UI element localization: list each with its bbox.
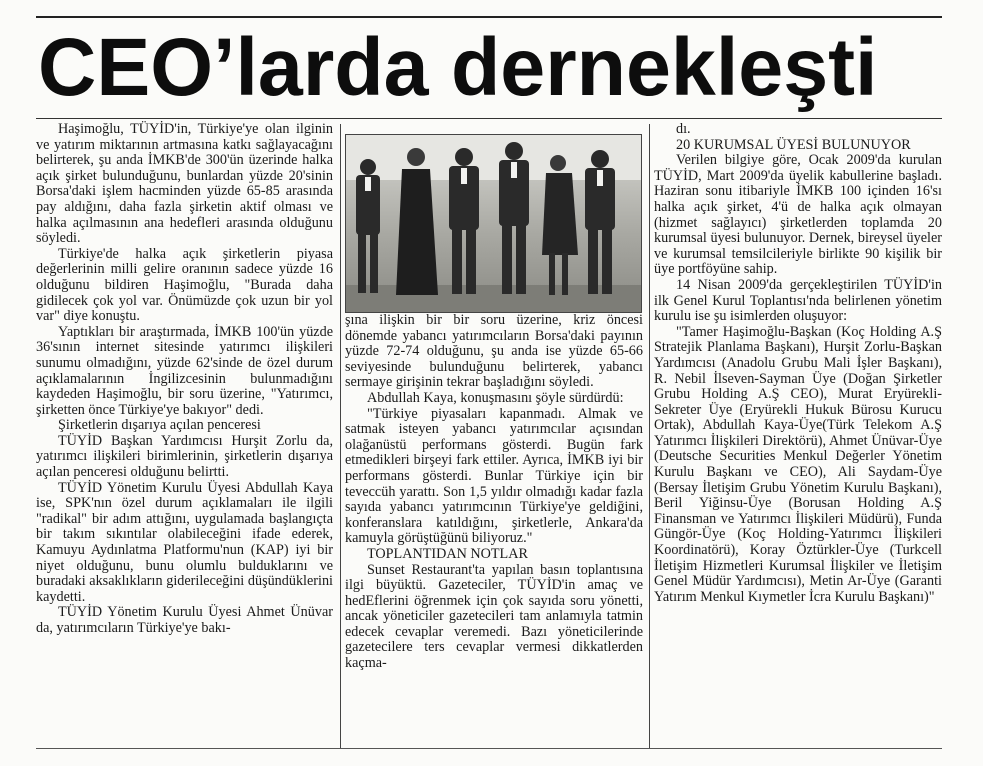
- article-column-1: [36, 122, 333, 637]
- top-rule: [36, 16, 942, 18]
- paragraph: Sunset Restaurant'ta yapılan basın toplantısına ilgi büyüktü. Gazeteciler, TÜYİD'in amaç ve hedEflerini öğrenmek için çok sayıda soru yönetti, ancak yöneticiler gazetecileri tam anlamıyla tatmin edecek cevaplar veremedi. Bazı yöneticilerinde gazetecilere ters cevaplar vermesi dikkatlerden kaçma-: [345, 561, 643, 672]
- column-divider: [340, 124, 341, 748]
- paragraph: TÜYİD Yönetim Kurulu Üyesi Abdullah Kaya ise, SPK'nın özel durum açıklamaları ile ilgili "radikal" bir adım attığını, uygulamada başlangıçta bir takım sıkıntılar olabileceğini ifade ederek, Kamuyu Aydınlatma Platformu'nun (KAP) iyi bir niyet olduğunu, bunu olumlu bulduklarını ve buradaki aksaklıkların giderileceğini düşündüklerini kaydetti.: [36, 479, 333, 605]
- paragraph: şına ilişkin bir bir soru üzerine, kriz öncesi dönemde yabancı yatırımcıların Borsa'daki payının yüzde 72-74 olduğunu, şu anda ise yüzde 65-66 seviyesinde bulunduğunu belirterek, yabancı sermaye girişinin tekrar başladığını söyledi.: [345, 312, 643, 391]
- bottom-rule: [36, 748, 942, 749]
- paragraph: TÜYİD Başkan Yardımcısı Hurşit Zorlu da, yatırımcı ilişkileri birimlerinin, şirketlerin dışarıya açılan penceresi olduğunu belirtti.: [36, 432, 333, 481]
- paragraph: Türkiye'de halka açık şirketlerin piyasa değerlerinin milli gelire oranının sadece yüzde 16 olduğunu bildiren Haşimoğlu, "Burada daha gidilecek çok yol var. Önümüzde çok uzun bir yol var" diye konuştu.: [36, 245, 333, 325]
- paragraph: Haşimoğlu, TÜYİD'in, Türkiye'ye olan ilginin ve yatırım miktarının artmasına katkı sağlayacağını belirterek, şu anda İMKB'de 300'ün üzerinde halka açık şirket bulunduğunu, bunlardan yüzde 20'sinin Borsa'daki işlem hacminden yüzde 65-85 arasında pay aldığını, daha fazla şirketin aktif olması ve halka açılmasının ana hedefleri arasında olduğunu söyledi.: [36, 121, 333, 247]
- paragraph: TÜYİD Yönetim Kurulu Üyesi Ahmet Ünüvar da, yatırımcıların Türkiye'ye bakı-: [36, 604, 333, 636]
- headline: CEO’larda dernekleşti: [38, 22, 878, 113]
- paragraph: Abdullah Kaya, konuşmasını şöyle sürdürdü:: [367, 389, 624, 406]
- paragraph: Verilen bilgiye göre, Ocak 2009'da kurulan TÜYİD, Mart 2009'da üyelik kabullerine başladı. Haziran sonu itibariyle İMKB 100 içinden 16'sı halka açık şirket, 4'ü de halka açık olmayan (hizmet sağlayıcı) şirketlerden toplamda 20 kurumsal üyesi bulunuyor. Dernek, bireysel üyeler ve kurumsal temsilcileriyle birlikte 90 kişilik bir üye portföyüne sahip.: [654, 152, 942, 278]
- subheading: 20 KURUMSAL ÜYESİ BULUNUYOR: [676, 136, 911, 153]
- article-column-2: [345, 313, 643, 672]
- article-column-3: [654, 122, 942, 605]
- paragraph: dı.: [676, 121, 691, 137]
- column-divider: [649, 124, 650, 748]
- group-photo: [345, 134, 642, 313]
- board-list-paragraph: "Tamer Haşimoğlu-Başkan (Koç Holding A.Ş Stratejik Planlama Başkanı), Hurşit Zorlu-Başkan Yardımcısı (Anadolu Grubu Mali İşler Başkanı), R. Nebil İlseven-Sayman Üye (Doğan Şirketler Grubu Holding A.Ş CEO), Murat Eryürekli-Sekreter Üye (Eryürekli Hukuk Bürosu Kurucu Ortak), Abdullah Kaya-Üye(Türk Telekom A.Ş Yatırımcı İlişkileri Direktörü), Ahmet Ünüvar-Üye (Deutsche Securities Menkul Değerler Yönetim Kurulu Başkanı ve CEO), Ali Saydam-Üye (Bersay İletişim Grubu Yönetim Kurulu Başkanı), Beril Yiğinsu-Üye (Borusan Holding A.Ş Finansman ve Yatırımcı İlişkileri Müdürü), Funda Güngör-Üye (Koç Holding-Yatırımcı İlişkileri Koordinatörü), Koray Öztürkler-Üye (Turkcell İletişim Hizmetleri Kurumsal İlişkiler ve İletişim Genel Müdür Yardımcısı), Metin Ar-Üye (Garanti Yatırım Menkul Kıymetler İcra Kurulu Başkanı)": [654, 323, 942, 605]
- quote-paragraph: "Türkiye piyasaları kapanmadı. Almak ve satmak isteyen yabancı yatırımcılar açısından olağanüstü performans gösterdi. Bugün fark etmedikleri birşeyi fark ettiler. Ayrıca, İMKB iyi bir performans gösterdi. Bunlar Türkiye için bir teveccüh yarattı. Son 1,5 yıldır olmadığı kadar fazla sayıda yabancı yatırımcının Türkiye'ye geldiğini, konferanslara katıldığını, şirketlerle, Ankara'da kamuyla görüştüğünü biliyoruz.": [345, 405, 643, 547]
- group-photo-illustration: [346, 135, 641, 312]
- subheading: Şirketlerin dışarıya açılan penceresi: [58, 417, 261, 434]
- headline-rule: [36, 118, 942, 119]
- subheading: TOPLANTIDAN NOTLAR: [367, 545, 528, 562]
- paragraph: Yaptıkları bir araştırmada, İMKB 100'ün yüzde 36'sının internet sitesinde yatırımcı ilişkileri sunumu olmadığını, yüzde 62'sinde de özel durum açıklamalarının İngilizcesinin bulunmadığını kaydeden Haşimoğlu, bir soru üzerine, "Yatırımcı, şirketten önce Türkiye'ye bakıyor" dedi.: [36, 323, 333, 418]
- paragraph: 14 Nisan 2009'da gerçekleştirilen TÜYİD'in ilk Genel Kurul Toplantısı'nda belirlenen yönetim kurulu ise şu isimlerden oluşuyor:: [654, 276, 942, 325]
